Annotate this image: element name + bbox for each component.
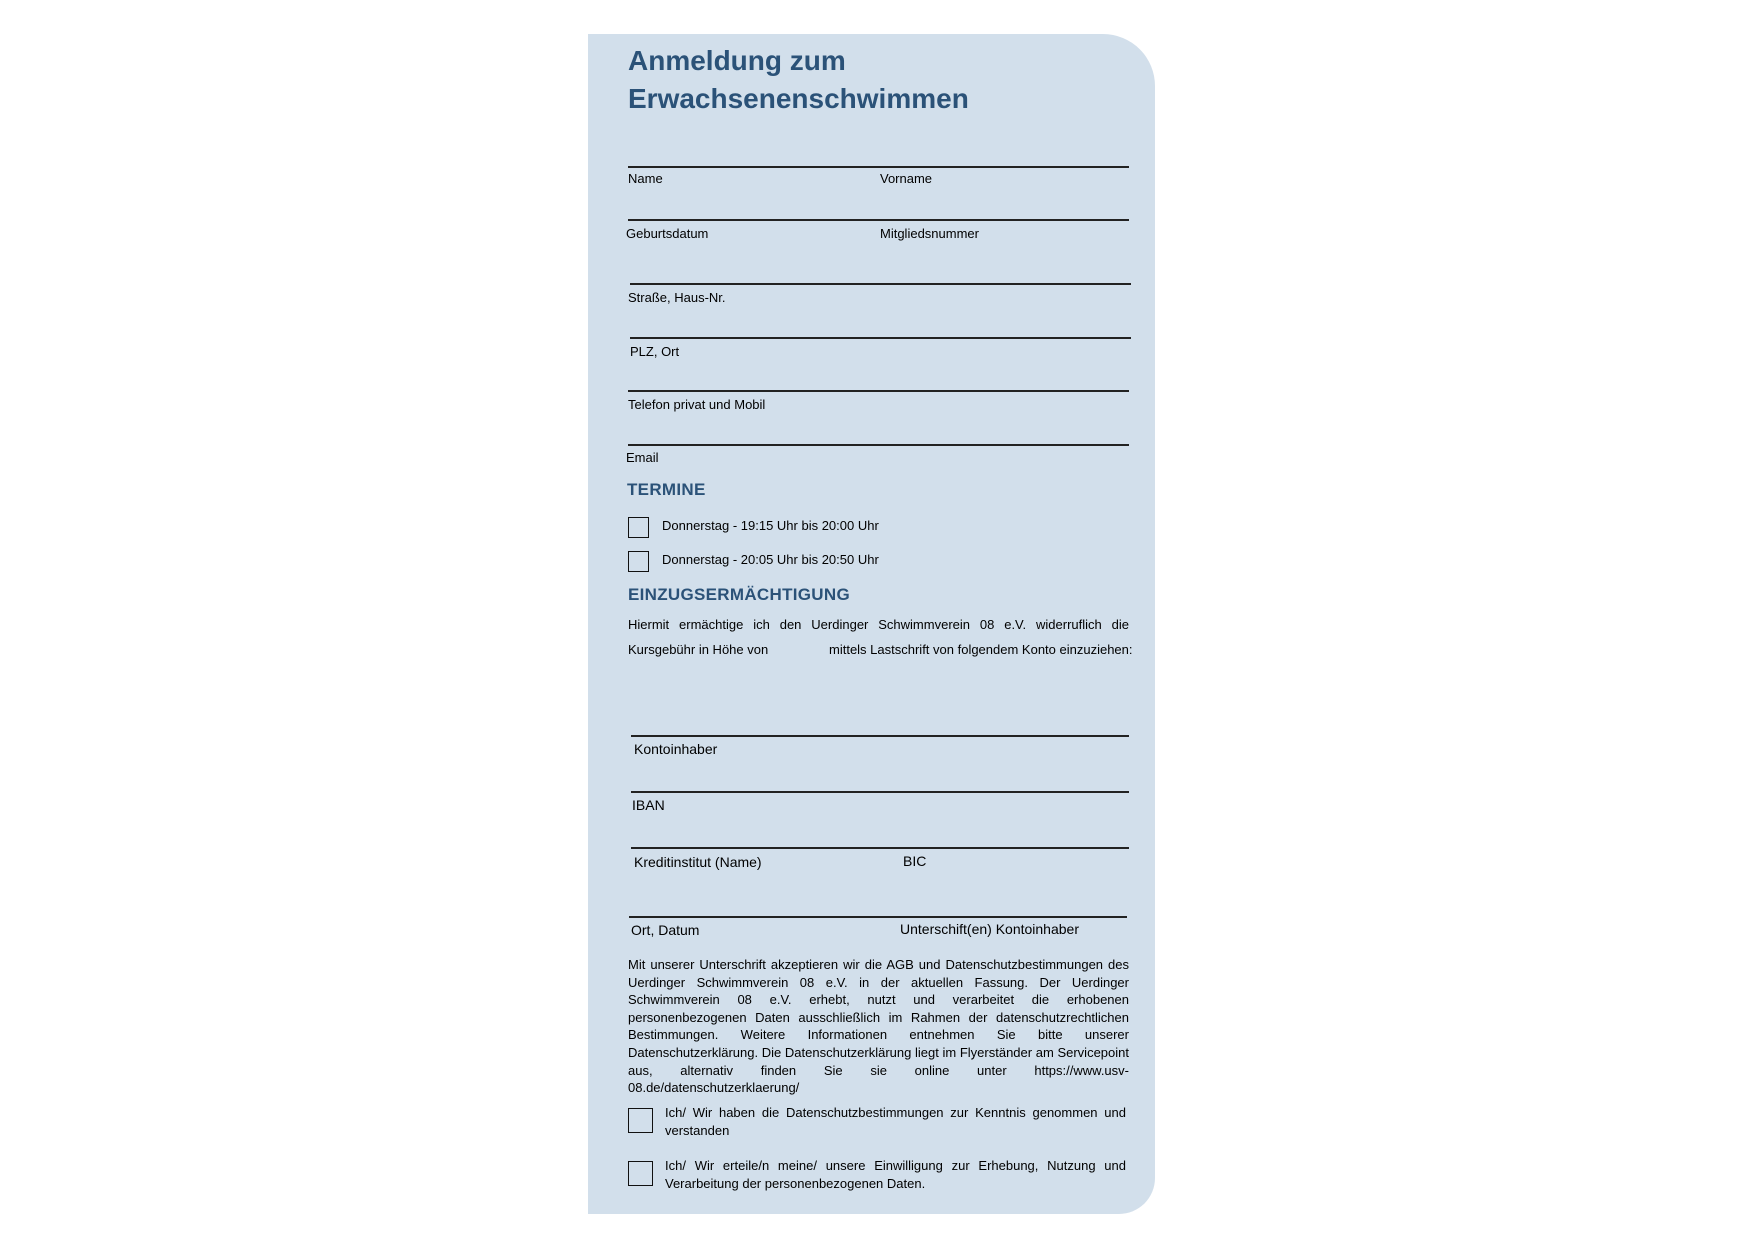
unterschrift-label: Unterschift(en) Kontoinhaber: [900, 921, 1079, 937]
einzug-text-line2a: Kursgebühr in Höhe von: [628, 642, 769, 657]
consent-1-checkbox[interactable]: [628, 1108, 653, 1133]
iban-label: IBAN: [632, 797, 665, 813]
termin-1-checkbox[interactable]: [628, 517, 649, 538]
mitgliedsnummer-label: Mitgliedsnummer: [880, 226, 979, 241]
form-title-line2: Erwachsenenschwimmen: [628, 83, 969, 114]
birthdate-field-line[interactable]: [628, 219, 1129, 221]
email-label: Email: [626, 450, 659, 465]
consent-1-text: Ich/ Wir haben die Datenschutzbestimmungen zur Kenntnis genommen und verstanden: [665, 1105, 1126, 1138]
form-title-line1: Anmeldung zum: [628, 45, 846, 76]
termin-2-label: Donnerstag - 20:05 Uhr bis 20:50 Uhr: [662, 552, 879, 567]
termin-1-label: Donnerstag - 19:15 Uhr bis 20:00 Uhr: [662, 518, 879, 533]
email-field-line[interactable]: [628, 444, 1129, 446]
geburtsdatum-label: Geburtsdatum: [626, 226, 709, 241]
kontoinhaber-field-line[interactable]: [631, 735, 1129, 737]
phone-field-line[interactable]: [628, 390, 1129, 392]
signature-field-line[interactable]: [629, 916, 1127, 918]
form-title: [628, 42, 969, 118]
plz-ort-label: PLZ, Ort: [630, 344, 680, 359]
einzug-text-line2b: mittels Lastschrift von folgendem Konto einzuziehen:: [829, 642, 1133, 657]
consent-2-checkbox[interactable]: [628, 1161, 653, 1186]
termin-2-checkbox[interactable]: [628, 551, 649, 572]
einzug-heading: EINZUGSERMÄCHTIGUNG: [628, 585, 850, 604]
kontoinhaber-label: Kontoinhaber: [634, 741, 718, 757]
einzug-text-line1: Hiermit ermächtige ich den Uerdinger Schwimmverein 08 e.V. widerruflich die: [628, 617, 1129, 632]
name-field-line[interactable]: [628, 166, 1129, 168]
datenschutz-text: Mit unserer Unterschrift akzeptieren wir die AGB und Datenschutzbestimmungen des Uerdinger Schwimmverein 08 e.V. in der aktuellen Fassung. Der Uerdinger Schwimmverein 08 e.V. erhebt, nutzt und verarbeitet die erhobenen personenbezogenen Daten ausschließlich im Rahmen der datenschutzrechtlichen Bestimmungen. Weitere Informationen entnehmen Sie bitte unserer Datenschutzerklärung. Die Datenschutzerklärung liegt im Flyerständer am Servicepoint aus, alternativ finden Sie sie online unter https://www.usv-08.de/datenschutzerklaerung/: [628, 957, 1129, 1096]
name-label: Name: [628, 171, 663, 186]
bic-label: BIC: [903, 853, 927, 869]
plz-field-line[interactable]: [630, 337, 1131, 339]
iban-field-line[interactable]: [631, 791, 1129, 793]
vorname-label: Vorname: [880, 171, 933, 186]
consent-2-text: Ich/ Wir erteile/n meine/ unsere Einwilligung zur Erhebung, Nutzung und Verarbeitung der personenbezogenen Daten.: [665, 1158, 1126, 1191]
street-field-line[interactable]: [630, 283, 1131, 285]
kreditinstitut-label: Kreditinstitut (Name): [634, 854, 762, 870]
kreditinstitut-field-line[interactable]: [631, 847, 1129, 849]
telefon-label: Telefon privat und Mobil: [628, 397, 766, 412]
termine-heading: TERMINE: [627, 480, 706, 499]
strasse-label: Straße, Haus-Nr.: [628, 290, 726, 305]
ort-datum-label: Ort, Datum: [631, 922, 700, 938]
